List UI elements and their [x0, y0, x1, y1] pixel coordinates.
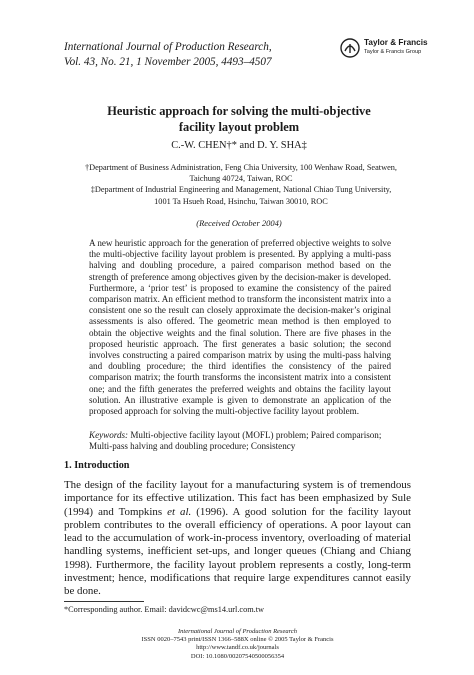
keywords — [89, 430, 391, 452]
journal-name: International Journal of Production Research, — [64, 41, 272, 53]
journal-citation — [64, 40, 272, 70]
received-date: (Received October 2004) — [196, 218, 282, 228]
title-line-1: Heuristic approach for solving the multi-objective — [107, 104, 371, 118]
journal-volume: Vol. 43, No. 21, 1 November 2005, 4493–4507 — [64, 56, 272, 68]
intro-etal: et al. — [167, 505, 192, 518]
page-footer — [64, 628, 411, 661]
footer-journal: International Journal of Production Research — [177, 628, 298, 635]
affiliations — [62, 162, 420, 207]
footer-issn: ISSN 0020–7543 print/ISSN 1366–588X online © 2005 Taylor & Francis — [141, 636, 334, 644]
publisher-name: Taylor & Francis — [364, 38, 428, 47]
intro-text-1: The design of the facility layout for a manufacturing system is of tremendous importance for its effective utilization. This fact has been emphasized by Sule (1994) and Tompkins — [64, 479, 411, 518]
publisher-group: Taylor & Francis Group — [364, 49, 422, 55]
section-heading: 1. Introduction — [64, 460, 130, 471]
abstract: A new heuristic approach for the generation of preferred objective weights to solve the multi-objective facility layout problem is presented. By applying a multi-pass halving and doubling procedure, a paired comparison method based on the strength of preference among objectives given by the decision-maker is developed. Furthermore, a ‘prior test’ is proposed to examine the consistency of the paired comparison matrix. An efficient method to transform the inconsistent matrix into a consistent one so the result can closely approximate the decision-maker’s original assessments is also offered. The geometric mean method is then employed to obtain the objective weights and the final solution. There are five phases in the proposed heuristic approach. The first generates a basic solution; the second involves constructing a paired comparison matrix by using the multi-pass halving and doubling procedure; the third identifies the consistency of the paired comparison matrix; the fourth transforms the inconsistent matrix into a consistent one; and the fifth generates the preferred weights and obtains the facility layout solution. An illustrative example is given to demonstrate an application of the proposed approach for solving the multi-objective facility layout problem. — [89, 238, 392, 417]
paper-title — [64, 104, 414, 135]
corresponding-author-footnote: *Corresponding author. Email: davidcwc@ms14.url.com.tw — [64, 605, 265, 614]
affiliation-1-cont: Taichung 40724, Taiwan, ROC — [189, 174, 293, 184]
title-line-2: facility layout problem — [178, 119, 300, 134]
keywords-label: Keywords: — [89, 430, 129, 440]
intro-paragraph — [64, 479, 411, 599]
author-list: C.-W. CHEN†* and D. Y. SHA‡ — [171, 140, 307, 151]
footnote-divider — [64, 601, 144, 602]
footer-url: http://www.tandf.co.uk/journals — [196, 644, 279, 652]
affiliation-2-cont: 1001 Ta Hsueh Road, Hsinchu, Taiwan 30010, ROC — [154, 196, 328, 206]
footer-doi: DOI: 10.1080/00207540500056354 — [190, 652, 285, 660]
intro-text-2: (1996). A good solution for the facility layout problem contributes to the overall efficiency of operations. A poor layout can lead to the accumulation of work-in-process inventory, overloading of material handling systems, inefficient set-ups, and longer queues (Chiang and Chiang 1998). Furthermore, the facility layout problem represents a costly, long-term investment; hence, modifications that require large expenditures cannot easily be done. — [64, 505, 411, 598]
affiliation-2: ‡Department of Industrial Engineering and Management, National Chiao Tung University, — [90, 185, 392, 195]
keywords-text: Multi-objective facility layout (MOFL) problem; Paired comparison; Multi-pass halving and doubling procedure; Consistency — [89, 430, 382, 452]
affiliation-1: †Department of Business Administration, Feng Chia University, 100 Wenhaw Road, Seatwen, — [84, 163, 398, 172]
taylor-francis-logo-icon — [340, 38, 360, 58]
